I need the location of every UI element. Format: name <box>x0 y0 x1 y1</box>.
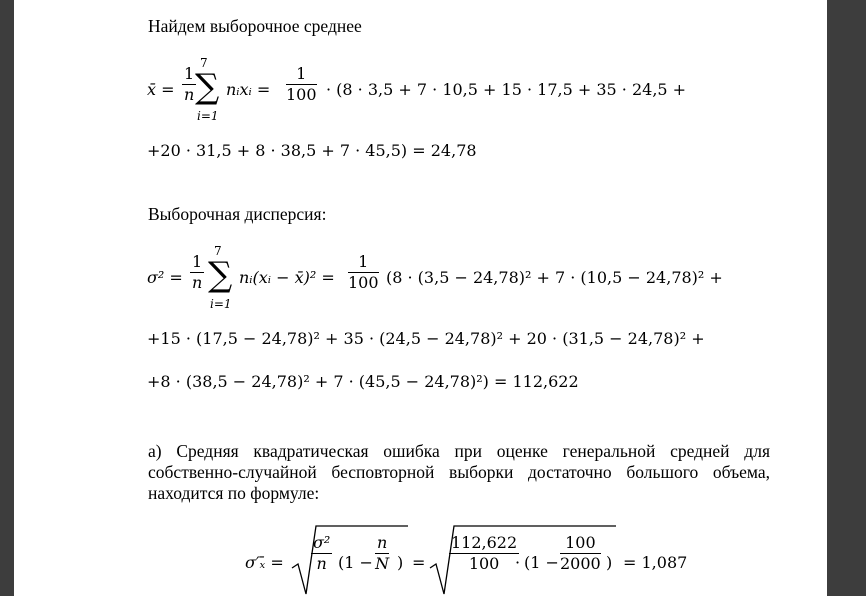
err-result: = 1,087 <box>623 553 688 572</box>
heading-sample-mean: Найдем выборочное среднее <box>148 16 362 36</box>
err-r1-den: n <box>316 554 327 573</box>
mean-sum-upper: 7 <box>200 56 208 70</box>
err-r1-n-over-N <box>375 535 389 572</box>
mean-frac-1-over-100 <box>286 66 317 103</box>
err-eq: = <box>412 553 426 572</box>
var-line2: +15 · (17,5 − 24,78)² + 35 · (24,5 − 24,78)² + 20 · (31,5 − 24,78)² + <box>147 329 705 348</box>
paragraph-a: а) Средняя квадратическая ошибка при оценке генеральной средней для собственно-случайной бесповторной выборки достаточно большого объема, находится по формуле: <box>148 441 770 503</box>
err-r1-n: n <box>377 533 388 552</box>
var-sum-upper: 7 <box>214 244 222 258</box>
mean-line2: +20 · 31,5 + 8 · 38,5 + 7 · 45,5) = 24,78 <box>147 141 477 160</box>
err-r2-frac-num: 100 <box>560 535 601 554</box>
viewer-scrollbar-area[interactable] <box>827 0 866 596</box>
err-r1-N: N <box>375 554 390 573</box>
mean-frac2-num: 1 <box>286 66 317 85</box>
err-r2-inner-frac <box>560 535 601 572</box>
mean-lhs: x̄ = <box>147 80 175 99</box>
err-r2-paren-close: ) <box>606 553 613 572</box>
err-r2-dot: · <box>515 553 521 572</box>
heading-sample-variance: Выборочная дисперсия: <box>148 204 327 224</box>
err-r1-paren-open: (1 − <box>338 553 373 572</box>
document-page <box>14 0 827 596</box>
mean-frac-num: 1 <box>184 64 195 83</box>
var-frac2-num: 1 <box>348 254 379 273</box>
err-r2-num: 112,622 <box>451 533 518 552</box>
err-r2-frac-den: 2000 <box>560 554 601 573</box>
var-frac-num: 1 <box>192 252 203 271</box>
var-line3: +8 · (38,5 − 24,78)² + 7 · (45,5 − 24,78)²) = 112,622 <box>147 372 579 391</box>
err-r1-frac <box>311 535 332 572</box>
var-sum-lower: i=1 <box>210 297 232 311</box>
mean-frac-den: n <box>183 85 195 104</box>
mean-sum-lower: i=1 <box>197 109 219 123</box>
mean-summand: nᵢxᵢ = <box>226 80 271 99</box>
summation-icon: ∑ <box>195 67 220 107</box>
err-r2-den: 100 <box>468 554 500 573</box>
mean-rhs: · (8 · 3,5 + 7 · 10,5 + 15 · 17,5 + 35 · 24,5 + <box>326 80 687 99</box>
var-frac-1-over-100 <box>348 254 379 291</box>
var-rhs: (8 · (3,5 − 24,78)² + 7 · (10,5 − 24,78)² + <box>386 268 723 287</box>
err-r2-paren-open: (1 − <box>524 553 559 572</box>
err-r1-paren-close: ) <box>397 553 404 572</box>
var-frac2-den: 100 <box>348 273 379 292</box>
err-r2-frac <box>449 535 519 572</box>
err-lhs: σ′ₓ̄ = <box>245 553 284 572</box>
summation-icon: ∑ <box>208 255 233 295</box>
var-frac-1-over-n <box>190 254 204 291</box>
var-frac-den: n <box>191 273 203 292</box>
err-r1-num: σ² <box>313 533 331 552</box>
mean-frac2-den: 100 <box>286 85 317 104</box>
var-lhs: σ² = <box>147 268 183 287</box>
var-summand: nᵢ(xᵢ − x̄)² = <box>239 268 335 287</box>
